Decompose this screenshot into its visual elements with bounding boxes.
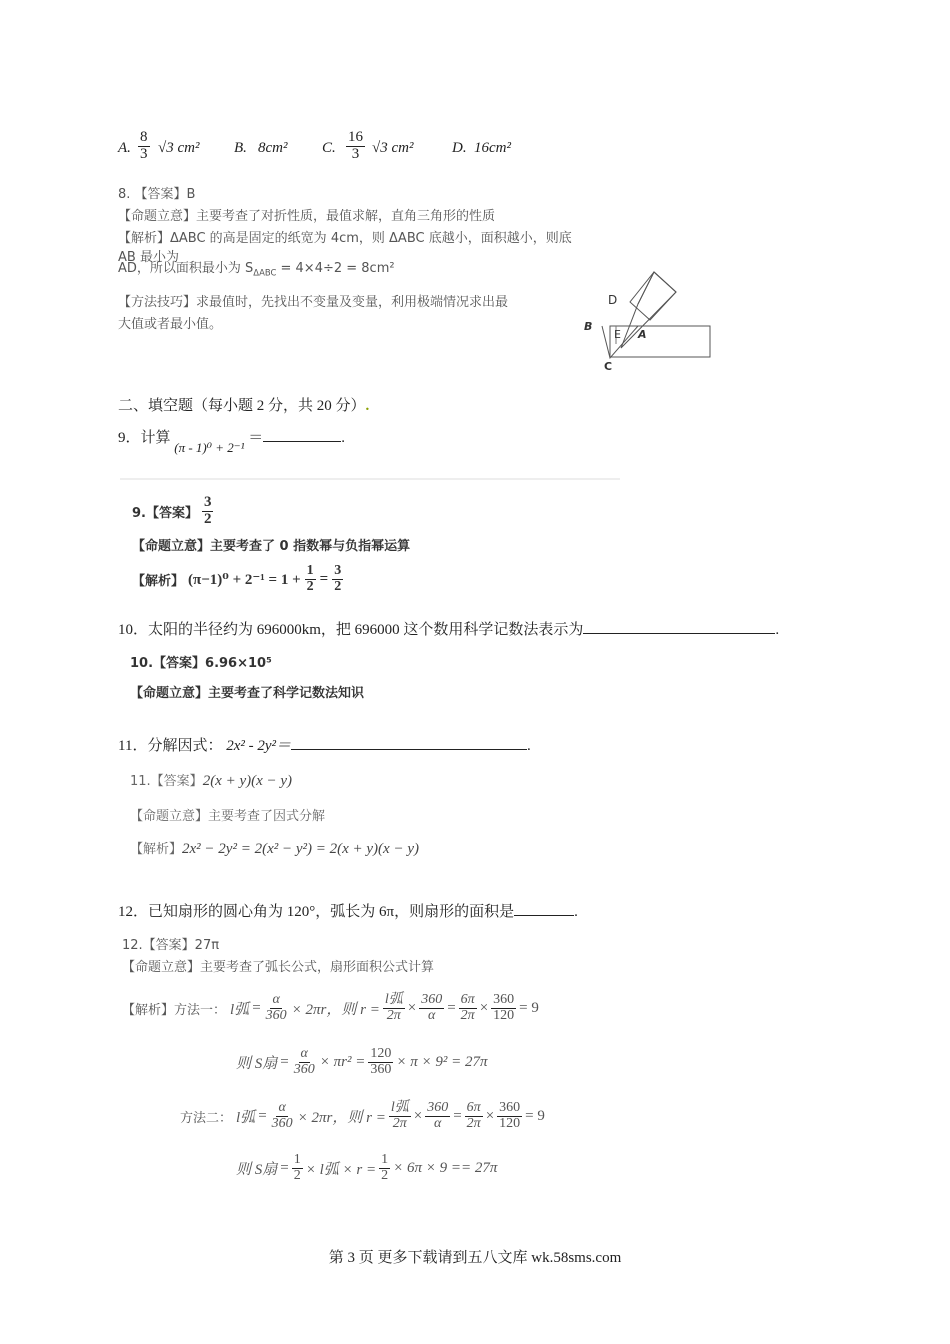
q11-blank [291, 748, 527, 750]
option-d-label: D. [452, 140, 467, 156]
q7-options [118, 130, 538, 174]
q8-analysis-line2: AD，所以面积最小为 $S_{\Delta ABC} = 4\times 4\div 2 = 8cm^2$ [118, 261, 395, 278]
q12-stem: 12．已知扇形的圆心角为 120°，弧长为 6π，则扇形的面积是 . [118, 904, 578, 920]
option-c-label: C. [322, 140, 336, 156]
fold-line-top [654, 272, 676, 292]
q9-intent: 【命题立意】主要考查了 0 指数幂与负指幂运算 [132, 539, 411, 554]
option-b-value: 8cm² [258, 140, 288, 156]
q11-intent: 【命题立意】主要考查了因式分解 [130, 809, 326, 824]
option-a-fraction: $\frac{8}{3}$ [140, 129, 148, 162]
q9-separator [120, 478, 620, 480]
option-b-label: B. [234, 140, 247, 156]
label-d: D [608, 293, 618, 307]
option-d-value: 16cm² [474, 140, 511, 156]
q12-method1-line1: 【解析】方法一： l弧 = $\frac{\alpha}{360}$ × 2πr，则 r = $\frac{\text{l弧}}{2\pi}$ × $\frac{360}{\alpha}$ = $\frac{6\pi}{2\pi}$ × $\frac{360}{120}$ = 9 [122, 991, 539, 1023]
q8-analysis-line1: 【解析】ΔABC 的高是固定的纸宽为 4cm，则 ΔABC 底越小，面积越小，则底 AB 最小为 [118, 231, 572, 265]
q11-analysis: 【解析】2x² − 2y² = 2(x² − y²) = 2(x + y)(x − y) [130, 841, 419, 857]
label-a: A [638, 328, 647, 341]
option-c-value: √3 cm² [372, 140, 414, 156]
page-footer: 第 3 页 更多下载请到五八文库 wk.58sms.com [328, 1250, 622, 1266]
q11-stem: 11．分解因式： 2x² - 2y²＝ . [118, 738, 531, 754]
q9-blank [263, 440, 341, 442]
q9-answer-block [132, 491, 612, 599]
folded-paper-figure [580, 262, 720, 374]
option-c-fraction: $\frac{16}{3}$ [348, 129, 363, 162]
section-2-title: 二、填空题（每小题 2 分，共 20 分）. [118, 398, 370, 414]
q10-intent: 【命题立意】主要考查了科学记数法知识 [130, 686, 365, 701]
q8-intent: 【命题立意】主要考查了对折性质，最值求解，直角三角形的性质 [118, 209, 496, 224]
q12-method1-line2: 则 S扇 = $\frac{\alpha}{360}$ × πr² = $\frac{120}{360}$ × π × 9² = 27π [236, 1045, 488, 1077]
q12-method2-line1: 方法二： l弧 = $\frac{\alpha}{360}$ × 2πr，则 r = $\frac{\text{l弧}}{2\pi}$ × $\frac{360}{\alpha}$ = $\frac{6\pi}{2\pi}$ × $\frac{360}{120}$ = 9 [180, 1099, 545, 1131]
label-e: E [614, 328, 621, 341]
q9-analysis: 【解析】 (π−1)⁰ + 2⁻¹ = 1 + $\frac{1}{2}$ = $\frac{3}{2}$ [132, 562, 342, 594]
q8-tip-line1: 【方法技巧】求最值时，先找出不变量及变量，利用极端情况求出最 [118, 295, 509, 310]
q10-blank [583, 632, 775, 634]
edge-d [638, 272, 654, 304]
option-a-value: √3 cm² [158, 140, 200, 156]
q12-intent: 【命题立意】主要考查了弧长公式，扇形面积公式计算 [122, 960, 435, 975]
q8-answer: 8. 【答案】B [118, 187, 196, 202]
folded-strip-top [630, 272, 676, 320]
q12-method2-line2: 则 S扇 = $\frac{1}{2}$ × l弧 × r = $\frac{1}{2}$ × 6π × 9 == 27π [236, 1151, 498, 1183]
q11-answer: 11.【答案】2(x + y)(x − y) [130, 773, 293, 789]
q12-answer: 12.【答案】27π [122, 938, 220, 953]
option-a-label: A. [118, 140, 131, 156]
q10-stem: 10．太阳的半径约为 696000km，把 696000 这个数用科学记数法表示为 . [118, 622, 780, 638]
q8-block [118, 183, 588, 335]
q8-tip-line2: 大值或者最小值。 [118, 317, 223, 332]
label-c: C [604, 360, 613, 373]
q9-answer: 9.【答案】 $\frac{3}{2}$ [132, 493, 212, 527]
q9-stem: 9．计算 (π - 1)⁰ + 2⁻¹ ＝ . [118, 430, 346, 455]
q12-blank [514, 914, 574, 916]
label-b: B [584, 320, 593, 333]
q10-answer: 10.【答案】6.96×10⁵ [130, 656, 272, 671]
